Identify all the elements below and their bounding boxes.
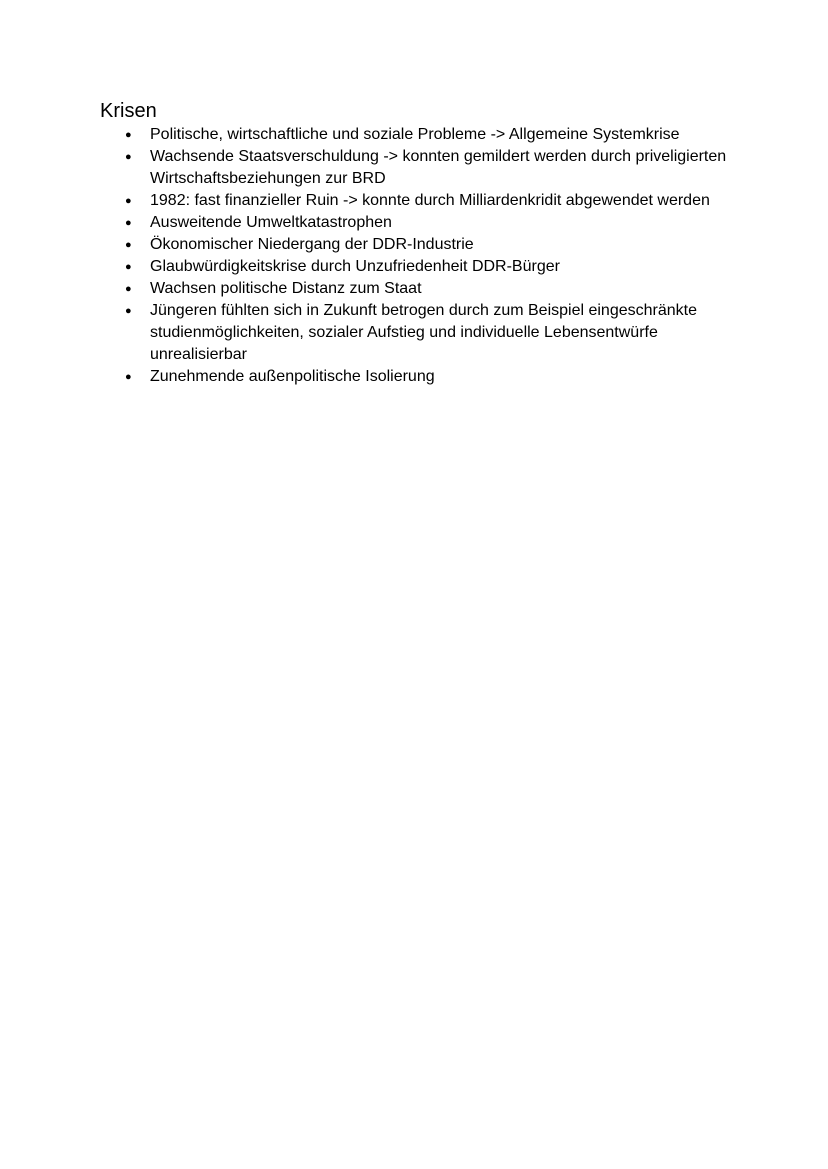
list-item-text: Ausweitende Umweltkatastrophen xyxy=(150,214,392,231)
list-item-text: Politische, wirtschaftliche und soziale Probleme -> Allgemeine Systemkrise xyxy=(150,126,680,143)
list-item xyxy=(125,278,750,300)
bullet-icon: ● xyxy=(125,261,132,273)
list-item-text: Ökonomischer Niedergang der DDR-Industrie xyxy=(150,236,474,253)
bullet-icon: ● xyxy=(125,217,132,229)
list-item xyxy=(125,124,750,146)
list-item-text: Wachsen politische Distanz zum Staat xyxy=(150,280,422,297)
bullet-icon: ● xyxy=(125,239,132,251)
list-item-text: Jüngeren fühlten sich in Zukunft betrogen durch zum Beispiel eingeschränkte studienmöglichkeiten, sozialer Aufstieg und individuelle Lebensentwürfe unrealisierbar xyxy=(150,302,697,363)
bullet-icon: ● xyxy=(125,283,132,295)
bullet-icon: ● xyxy=(125,151,132,163)
list-item xyxy=(125,300,750,366)
bullet-icon: ● xyxy=(125,195,132,207)
list-item-text: 1982: fast finanzieller Ruin -> konnte durch Milliardenkridit abgewendet werden xyxy=(150,192,710,209)
bullet-icon: ● xyxy=(125,305,132,317)
section-heading: Krisen xyxy=(100,100,157,122)
bullet-list xyxy=(125,124,750,388)
bullet-icon: ● xyxy=(125,129,132,141)
list-item xyxy=(125,256,750,278)
list-item xyxy=(125,366,750,388)
bullet-icon: ● xyxy=(125,371,132,383)
list-item xyxy=(125,190,750,212)
list-item xyxy=(125,146,750,190)
list-item-text: Zunehmende außenpolitische Isolierung xyxy=(150,368,435,385)
list-item-text: Glaubwürdigkeitskrise durch Unzufriedenheit DDR-Bürger xyxy=(150,258,560,275)
list-item xyxy=(125,212,750,234)
list-item xyxy=(125,234,750,256)
list-item-text: Wachsende Staatsverschuldung -> konnten gemildert werden durch priveligierten Wirtschaftsbeziehungen zur BRD xyxy=(150,148,727,187)
